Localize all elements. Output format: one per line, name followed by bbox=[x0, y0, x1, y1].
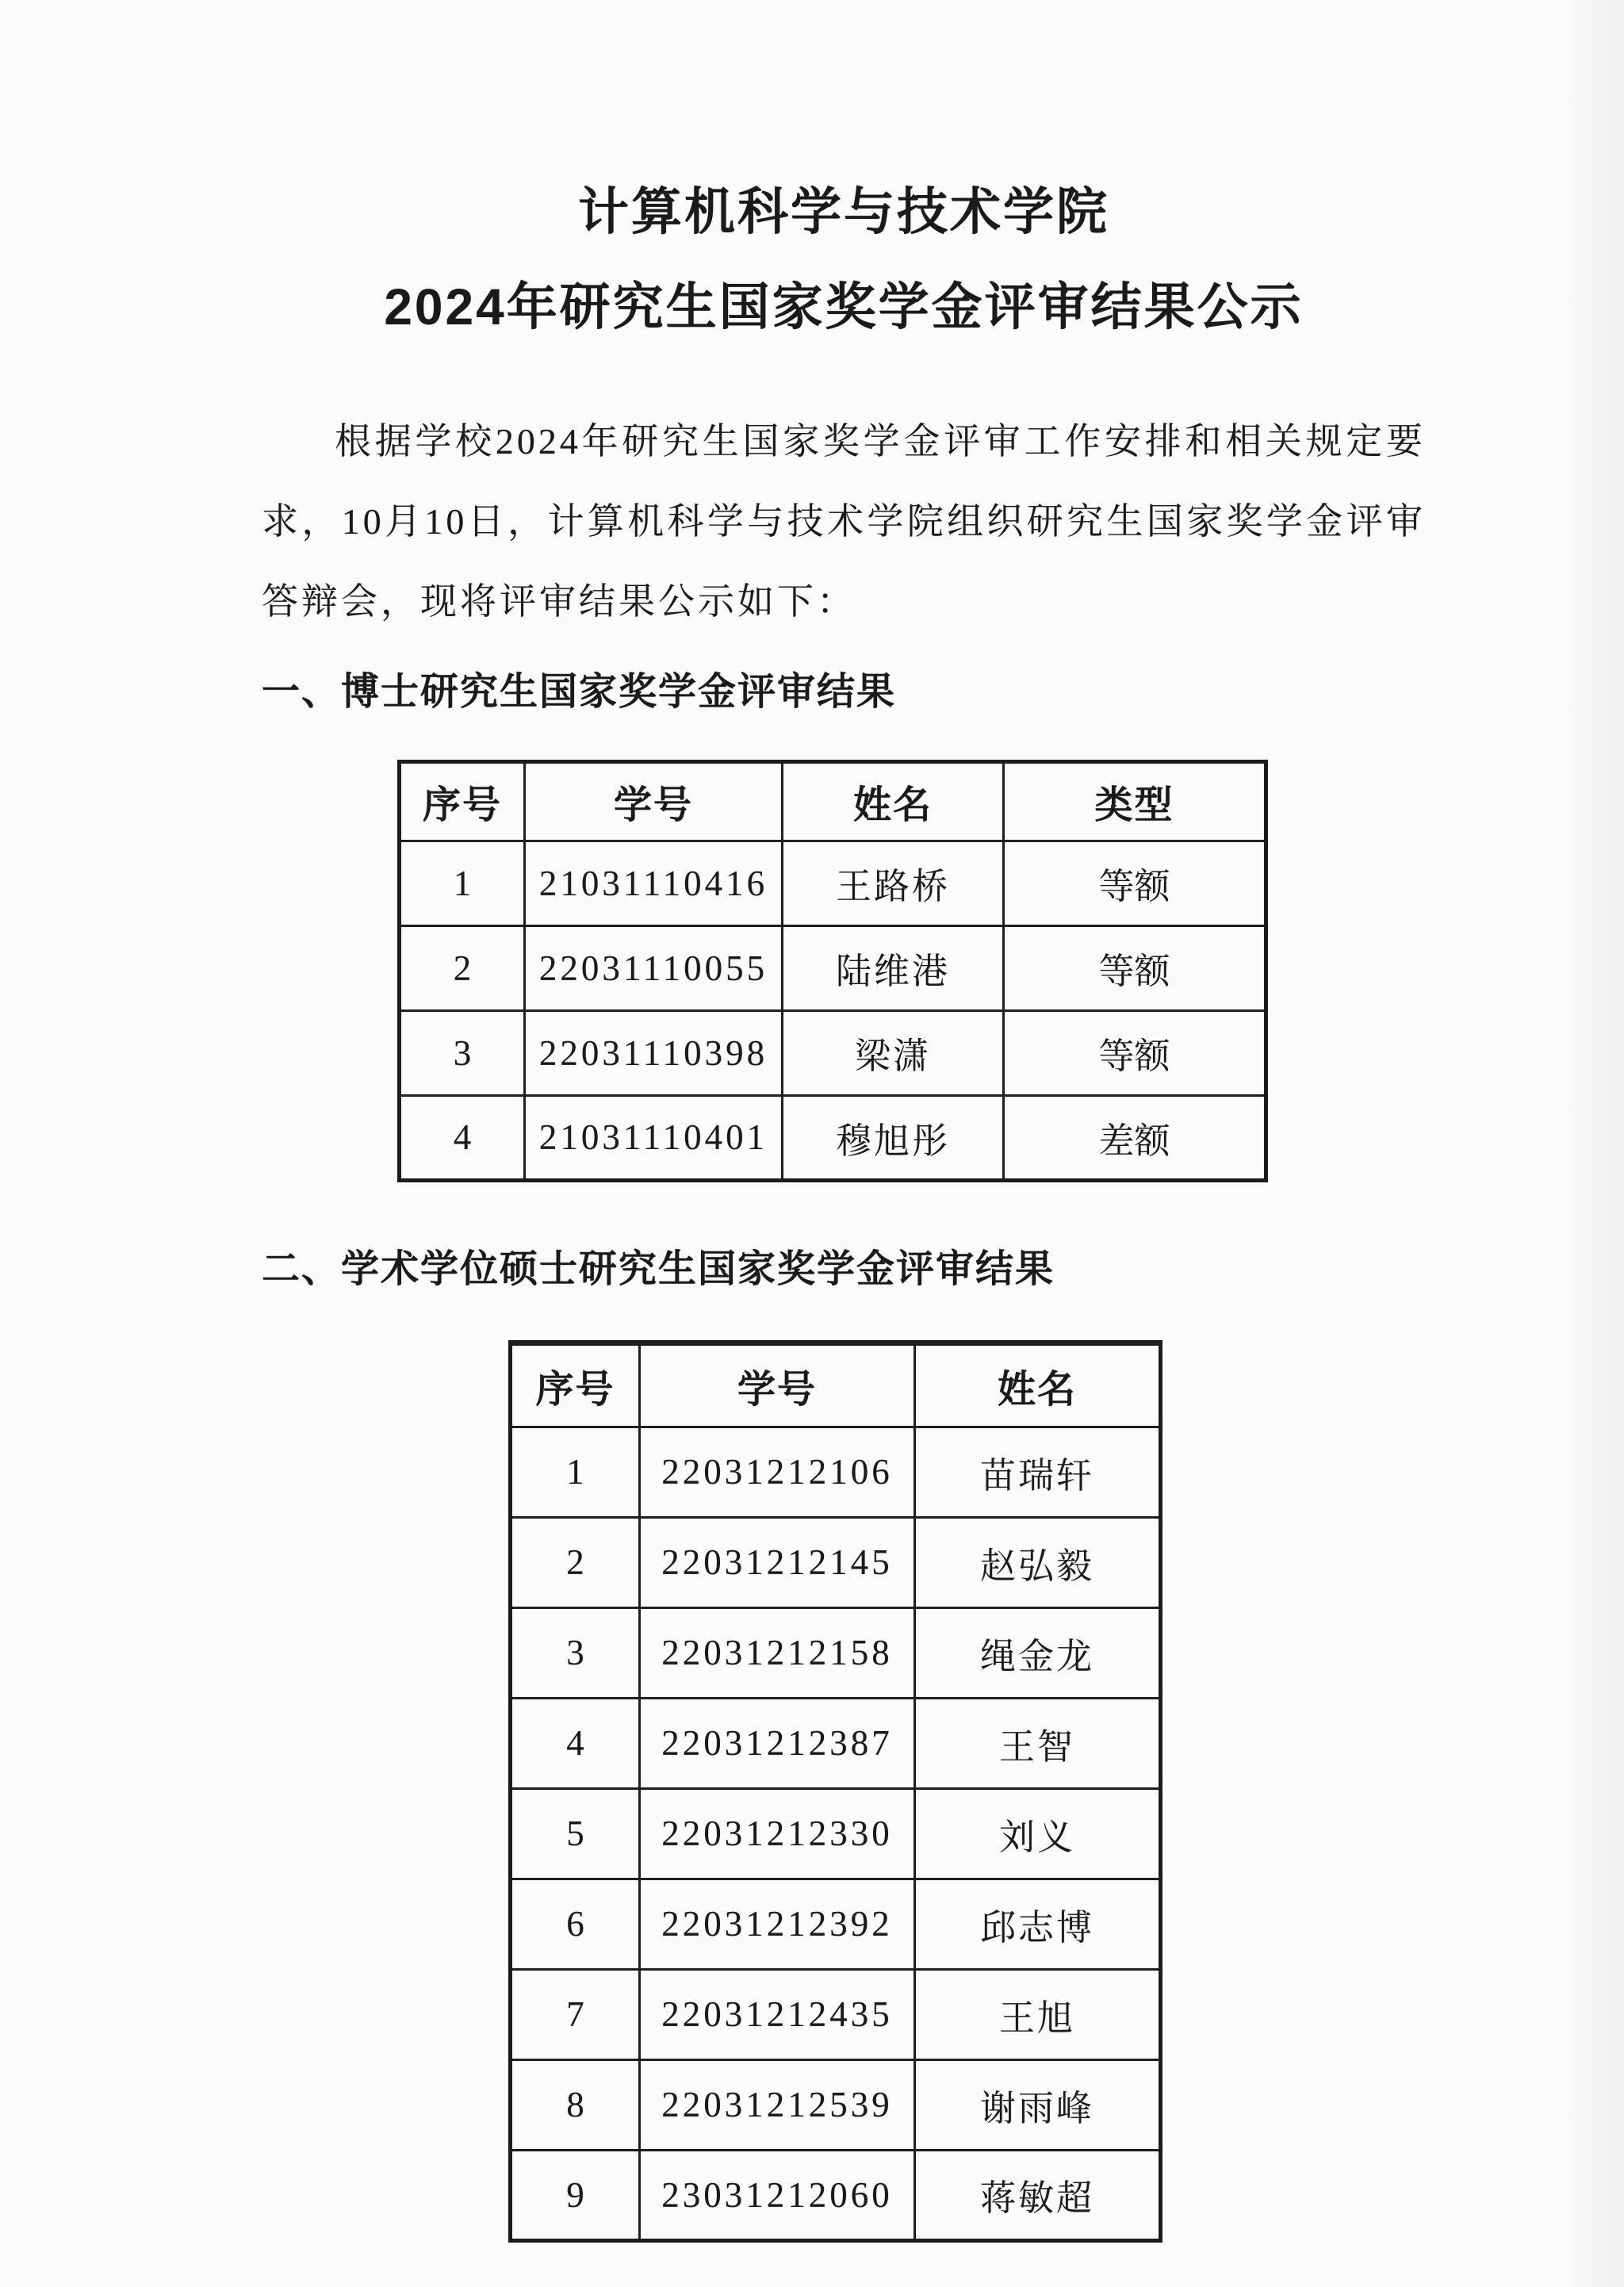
student-id-cell: 21031110416 bbox=[525, 841, 783, 925]
award-type-cell: 等额 bbox=[1004, 1010, 1266, 1095]
table-row bbox=[511, 1607, 1161, 1698]
student-name-cell: 陆维港 bbox=[783, 925, 1004, 1010]
column-header-name: 姓名 bbox=[783, 761, 1004, 841]
document-title-line1: 计算机科学与技术学院 bbox=[578, 183, 1109, 240]
student-name-cell: 王智 bbox=[915, 1698, 1161, 1788]
column-header-student-id: 学号 bbox=[640, 1343, 915, 1427]
table-row bbox=[400, 925, 1266, 1010]
seq-cell: 1 bbox=[400, 841, 525, 925]
seq-cell: 2 bbox=[400, 925, 525, 1010]
award-type-cell: 差额 bbox=[1004, 1095, 1266, 1180]
seq-cell: 7 bbox=[511, 1969, 640, 2059]
student-id-cell: 22031212435 bbox=[640, 1969, 915, 2059]
student-name-cell: 谢雨峰 bbox=[915, 2059, 1161, 2150]
seq-cell: 5 bbox=[511, 1788, 640, 1879]
column-header-seq: 序号 bbox=[400, 761, 525, 841]
seq-cell: 4 bbox=[511, 1698, 640, 1788]
table-row bbox=[511, 1788, 1161, 1879]
student-id-cell: 22031110055 bbox=[525, 925, 783, 1010]
intro-paragraph: 根据学校2024年研究生国家奖学金评审工作安排和相关规定要求，10月10日，计算机科学与技术学院组织研究生国家奖学金评审答辩会，现将评审结果公示如下： bbox=[262, 421, 1426, 623]
seq-cell: 3 bbox=[511, 1607, 640, 1698]
seq-cell: 1 bbox=[511, 1427, 640, 1517]
doctoral-table-header bbox=[400, 761, 1266, 841]
masters-table-body bbox=[511, 1427, 1161, 2240]
seq-cell: 6 bbox=[511, 1879, 640, 1969]
student-id-cell: 22031212145 bbox=[640, 1517, 915, 1607]
table-row bbox=[400, 1095, 1266, 1180]
student-name-cell: 王路桥 bbox=[783, 841, 1004, 925]
section-1-heading: 一、博士研究生国家奖学金评审结果 bbox=[262, 670, 897, 713]
table-row bbox=[511, 1427, 1161, 1517]
student-name-cell: 苗瑞轩 bbox=[915, 1427, 1161, 1517]
seq-cell: 2 bbox=[511, 1517, 640, 1607]
seq-cell: 9 bbox=[511, 2150, 640, 2240]
student-name-cell: 刘义 bbox=[915, 1788, 1161, 1879]
table-row bbox=[511, 2059, 1161, 2150]
student-name-cell: 赵弘毅 bbox=[915, 1517, 1161, 1607]
column-header-student-id: 学号 bbox=[525, 761, 783, 841]
table-row bbox=[511, 2150, 1161, 2240]
masters-results-table bbox=[508, 1340, 1162, 2243]
student-id-cell: 22031212106 bbox=[640, 1427, 915, 1517]
seq-cell: 3 bbox=[400, 1010, 525, 1095]
student-name-cell: 梁潇 bbox=[783, 1010, 1004, 1095]
doctoral-results-table bbox=[397, 760, 1268, 1182]
student-name-cell: 王旭 bbox=[915, 1969, 1161, 2059]
student-id-cell: 23031212060 bbox=[640, 2150, 915, 2240]
table-row bbox=[511, 1969, 1161, 2059]
table-header-row bbox=[400, 761, 1266, 841]
student-name-cell: 邱志博 bbox=[915, 1879, 1161, 1969]
masters-table-header bbox=[511, 1343, 1161, 1427]
student-id-cell: 22031212387 bbox=[640, 1698, 915, 1788]
doctoral-table-body bbox=[400, 841, 1266, 1180]
seq-cell: 8 bbox=[511, 2059, 640, 2150]
student-name-cell: 穆旭彤 bbox=[783, 1095, 1004, 1180]
student-id-cell: 21031110401 bbox=[525, 1095, 783, 1180]
student-id-cell: 22031212158 bbox=[640, 1607, 915, 1698]
student-name-cell: 蒋敏超 bbox=[915, 2150, 1161, 2240]
student-id-cell: 22031212392 bbox=[640, 1879, 915, 1969]
column-header-name: 姓名 bbox=[915, 1343, 1161, 1427]
table-row bbox=[511, 1879, 1161, 1969]
document-title-line2: 2024年研究生国家奖学金评审结果公示 bbox=[384, 278, 1304, 335]
table-row bbox=[400, 841, 1266, 925]
table-header-row bbox=[511, 1343, 1161, 1427]
student-id-cell: 22031110398 bbox=[525, 1010, 783, 1095]
award-type-cell: 等额 bbox=[1004, 841, 1266, 925]
student-name-cell: 绳金龙 bbox=[915, 1607, 1161, 1698]
table-row bbox=[511, 1698, 1161, 1788]
student-id-cell: 22031212330 bbox=[640, 1788, 915, 1879]
seq-cell: 4 bbox=[400, 1095, 525, 1180]
column-header-seq: 序号 bbox=[511, 1343, 640, 1427]
column-header-type: 类型 bbox=[1004, 761, 1266, 841]
student-id-cell: 22031212539 bbox=[640, 2059, 915, 2150]
table-row bbox=[400, 1010, 1266, 1095]
section-2-heading: 二、学术学位硕士研究生国家奖学金评审结果 bbox=[262, 1247, 1055, 1290]
award-type-cell: 等额 bbox=[1004, 925, 1266, 1010]
table-row bbox=[511, 1517, 1161, 1607]
